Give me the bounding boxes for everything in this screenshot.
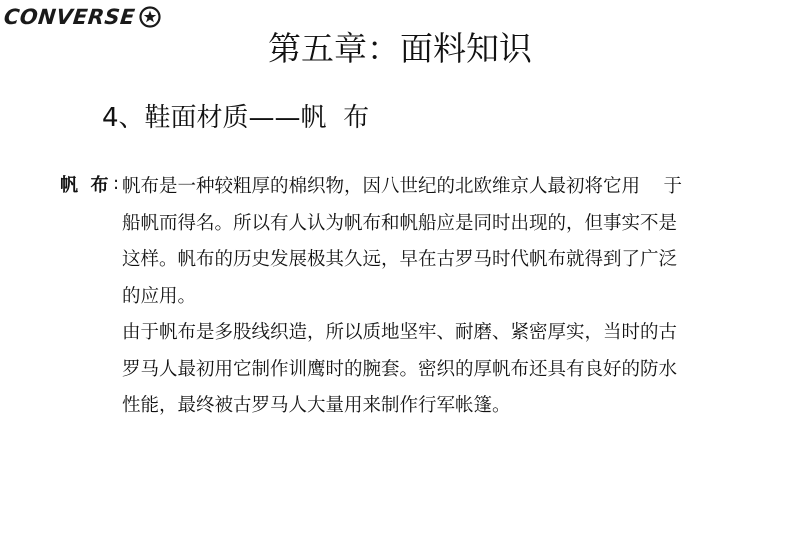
paragraph-line: 由于帆布是多股线织造，所以质地坚牢、耐磨、紧密厚实，当时的古	[122, 322, 678, 343]
definition-body	[122, 169, 742, 425]
term-label: 帆 布	[60, 175, 109, 196]
paragraph-line: 性能，最终被古罗马人大量用来制作行军帐篷。	[122, 395, 511, 416]
paragraph-line: 这样。帆布的历史发展极其久远，早在古罗马时代帆布就得到了广泛	[122, 249, 678, 270]
converse-star-chevron-icon	[139, 6, 161, 28]
paragraph-line: 船帆而得名。所以有人认为帆布和帆船应是同时出现的，但事实不是	[122, 212, 678, 234]
section-title: 4、鞋面材质——帆 布	[102, 103, 370, 133]
paragraph-line: 罗马人最初用它制作训鹰时的腕套。密织的厚帆布还具有良好的防水	[122, 358, 678, 380]
brand-name: CONVERSE	[2, 5, 137, 29]
paragraph-line: 帆布是一种较粗厚的棉织物，因八世纪的北欧维京人最初将它用 于	[122, 176, 683, 197]
term-colon: :	[113, 173, 120, 194]
paragraph-line: 的应用。	[122, 285, 197, 307]
chapter-title: 第五章：面料知识	[268, 29, 532, 68]
